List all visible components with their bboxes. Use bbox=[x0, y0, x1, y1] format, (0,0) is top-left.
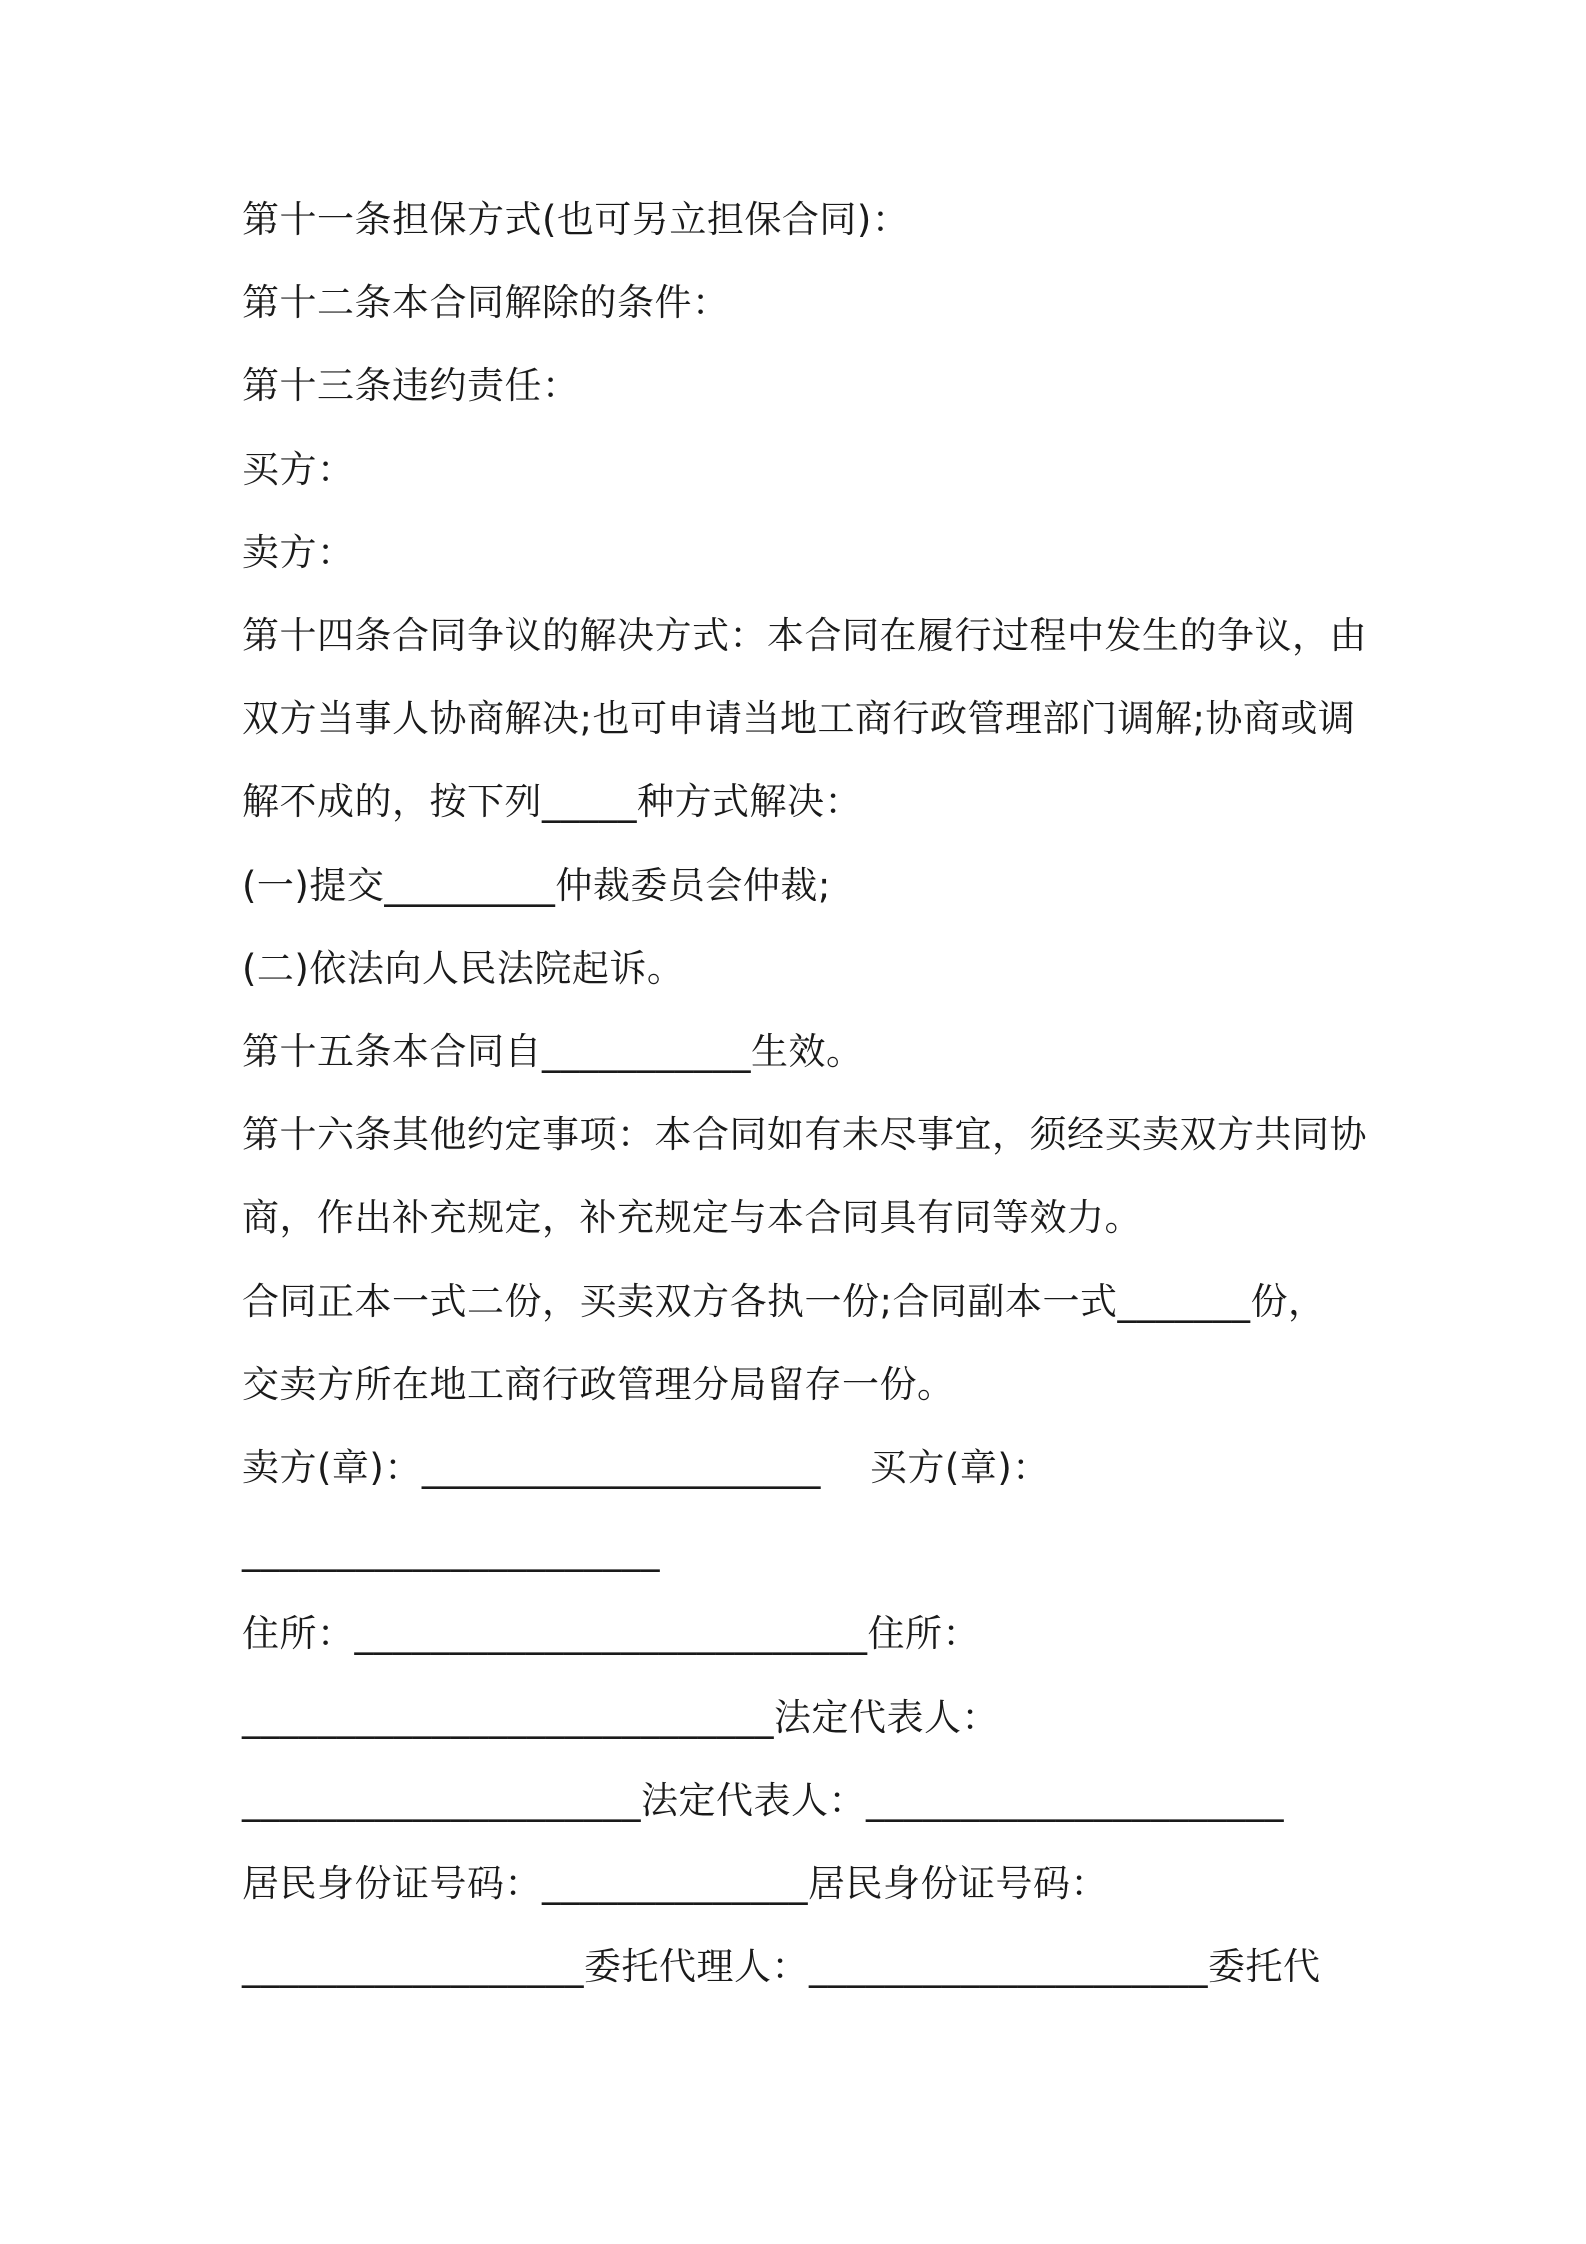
copies-line-1: 合同正本一式二份，买卖双方各执一份;合同副本一式_______份， bbox=[242, 1280, 1326, 1323]
address-line: 住所：___________________________住所： bbox=[242, 1612, 980, 1655]
clause-14-dispute-line-3: 解不成的，按下列_____种方式解决： bbox=[242, 780, 862, 823]
id-number-line: 居民身份证号码：______________居民身份证号码： bbox=[242, 1862, 1108, 1905]
clause-16-other-line-1: 第十六条其他约定事项：本合同如有未尽事宜，须经买卖双方共同协 bbox=[242, 1113, 1367, 1156]
clause-14-dispute-line-1: 第十四条合同争议的解决方式：本合同在履行过程中发生的争议，由 bbox=[242, 614, 1367, 657]
clause-12-termination: 第十二条本合同解除的条件： bbox=[242, 281, 730, 324]
seller-liability-label: 卖方： bbox=[242, 531, 355, 574]
legal-rep-line-2: _____________________法定代表人：______________________ bbox=[242, 1779, 1284, 1822]
legal-rep-line-1: ____________________________法定代表人： bbox=[242, 1696, 999, 1739]
dispute-option-court: (二)依法向人民法院起诉。 bbox=[242, 947, 685, 990]
clause-13-liability: 第十三条违约责任： bbox=[242, 364, 580, 407]
buyer-seal-blank: ______________________ bbox=[242, 1529, 660, 1572]
clause-14-dispute-line-2: 双方当事人协商解决;也可申请当地工商行政管理部门调解;协商或调 bbox=[242, 697, 1356, 740]
agent-line: __________________委托代理人：_____________________委托代 bbox=[242, 1945, 1321, 1988]
buyer-liability-label: 买方： bbox=[242, 448, 355, 491]
clause-16-other-line-2: 商，作出补充规定，补充规定与本合同具有同等效力。 bbox=[242, 1196, 1142, 1239]
dispute-option-arbitration: (一)提交_________仲裁委员会仲裁; bbox=[242, 864, 831, 907]
signature-seal-line: 卖方(章)：_____________________ 买方(章)： bbox=[242, 1446, 1050, 1489]
clause-11-guarantee: 第十一条担保方式(也可另立担保合同)： bbox=[242, 198, 910, 241]
copies-line-2: 交卖方所在地工商行政管理分局留存一份。 bbox=[242, 1363, 955, 1406]
clause-15-effective: 第十五条本合同自___________生效。 bbox=[242, 1030, 864, 1073]
